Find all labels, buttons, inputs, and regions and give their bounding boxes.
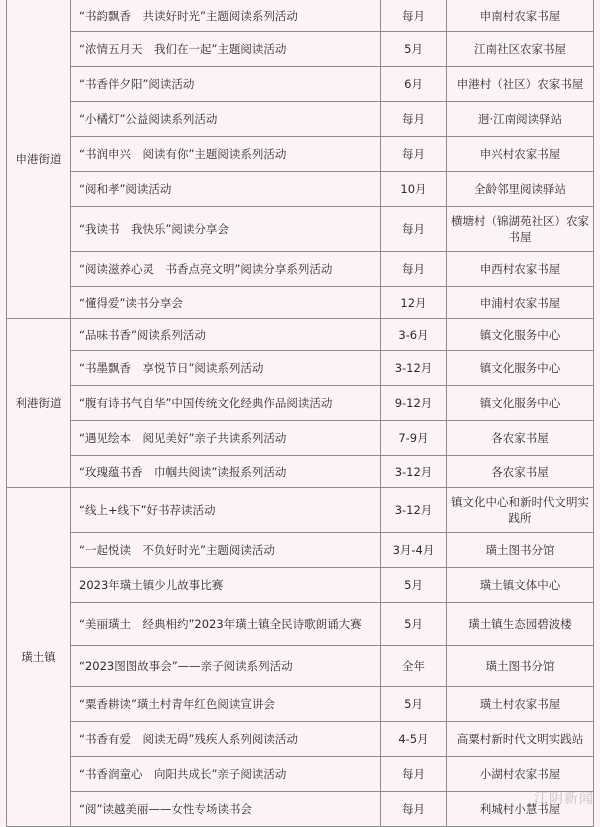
activity-time: 5月 bbox=[381, 568, 447, 603]
table-row bbox=[7, 456, 594, 488]
activity-time: 每月 bbox=[381, 207, 447, 252]
activity-time: 12月 bbox=[381, 287, 447, 319]
table-row bbox=[7, 102, 594, 137]
activity-name: “2023图图故事会”——亲子阅读系列活动 bbox=[71, 646, 381, 687]
activity-name: “线上+线下”好书荐读活动 bbox=[71, 488, 381, 533]
activity-time: 3月-4月 bbox=[381, 533, 447, 568]
table-row bbox=[7, 792, 594, 827]
activity-place: 璜土镇生态园碧波楼 bbox=[447, 603, 594, 646]
table-row bbox=[7, 0, 594, 32]
activity-time: 5月 bbox=[381, 603, 447, 646]
activity-place: 申西村农家书屋 bbox=[447, 252, 594, 287]
activity-name: “一起悦读 不负好时光”主题阅读活动 bbox=[71, 533, 381, 568]
activity-time: 每月 bbox=[381, 792, 447, 827]
activity-place: 璜土镇文体中心 bbox=[447, 568, 594, 603]
table-row bbox=[7, 207, 594, 252]
activity-time: 6月 bbox=[381, 67, 447, 102]
watermark: 江阴新闻 bbox=[534, 791, 594, 807]
activity-time: 每月 bbox=[381, 137, 447, 172]
activity-name: “书墨飘香 享悦节日”阅读系列活动 bbox=[71, 351, 381, 386]
activity-place: 镇文化服务中心 bbox=[447, 319, 594, 351]
activity-time: 3-12月 bbox=[381, 488, 447, 533]
activity-time: 3-12月 bbox=[381, 456, 447, 488]
table-row bbox=[7, 319, 594, 351]
region-cell: 璜土镇 bbox=[7, 488, 71, 827]
activity-time: 每月 bbox=[381, 102, 447, 137]
activity-name: 2023年璜土镇少儿故事比赛 bbox=[71, 568, 381, 603]
activity-name: “阅和孝”阅读活动 bbox=[71, 172, 381, 207]
table-row bbox=[7, 421, 594, 456]
activity-time: 5月 bbox=[381, 32, 447, 67]
activity-place: 高粟村新时代文明实践站 bbox=[447, 722, 594, 757]
activity-time: 10月 bbox=[381, 172, 447, 207]
activity-name: “美丽璜土 经典相约”2023年璜土镇全民诗歌朗诵大赛 bbox=[71, 603, 381, 646]
activity-place: 申港村（社区）农家书屋 bbox=[447, 67, 594, 102]
activity-time: 3-12月 bbox=[381, 351, 447, 386]
activity-name: “书香伴夕阳”阅读活动 bbox=[71, 67, 381, 102]
activity-name: “品味书香”阅读系列活动 bbox=[71, 319, 381, 351]
table-row bbox=[7, 172, 594, 207]
table-row bbox=[7, 603, 594, 646]
activity-table bbox=[6, 0, 594, 827]
activity-place: 申浦村农家书屋 bbox=[447, 287, 594, 319]
region-cell: 利港街道 bbox=[7, 319, 71, 488]
activity-name: “浓情五月天 我们在一起”主题阅读活动 bbox=[71, 32, 381, 67]
table-row bbox=[7, 252, 594, 287]
table-row bbox=[7, 533, 594, 568]
table-row bbox=[7, 67, 594, 102]
activity-name: “懂得爱”读书分享会 bbox=[71, 287, 381, 319]
activity-name: “书香润童心 向阳共成长”亲子阅读活动 bbox=[71, 757, 381, 792]
activity-place: 各农家书屋 bbox=[447, 421, 594, 456]
activity-name: “书润申兴 阅读有你”主题阅读系列活动 bbox=[71, 137, 381, 172]
activity-place: 镇文化服务中心 bbox=[447, 351, 594, 386]
table-row bbox=[7, 287, 594, 319]
activity-name: “我读书 我快乐”阅读分享会 bbox=[71, 207, 381, 252]
table-row bbox=[7, 757, 594, 792]
table-row bbox=[7, 488, 594, 533]
activity-name: “阅读滋养心灵 书香点亮文明”阅读分享系列活动 bbox=[71, 252, 381, 287]
activity-name: “玫瑰蕴书香 巾帼共阅读”读报系列活动 bbox=[71, 456, 381, 488]
activity-name: “书韵飘香 共读好时光”主题阅读系列活动 bbox=[71, 0, 381, 32]
activity-place: 申南村农家书屋 bbox=[447, 0, 594, 32]
activity-time: 3-6月 bbox=[381, 319, 447, 351]
table-row bbox=[7, 351, 594, 386]
activity-place: 迥·江南阅读驿站 bbox=[447, 102, 594, 137]
activity-place: 璜土图书分馆 bbox=[447, 646, 594, 687]
activity-time: 每月 bbox=[381, 0, 447, 32]
region-cell: 申港街道 bbox=[7, 0, 71, 319]
activity-place: 璜土图书分馆 bbox=[447, 533, 594, 568]
activity-name: “遇见绘本 阅见美好”亲子共读系列活动 bbox=[71, 421, 381, 456]
activity-name: “腹有诗书气自华”中国传统文化经典作品阅读活动 bbox=[71, 386, 381, 421]
activity-time: 每月 bbox=[381, 252, 447, 287]
activity-time: 7-9月 bbox=[381, 421, 447, 456]
activity-place: 各农家书屋 bbox=[447, 456, 594, 488]
activity-place: 璜土村农家书屋 bbox=[447, 687, 594, 722]
activity-time: 9-12月 bbox=[381, 386, 447, 421]
table-row bbox=[7, 568, 594, 603]
table-row bbox=[7, 687, 594, 722]
activity-name: “书香有爱 阅读无碍”残疾人系列阅读活动 bbox=[71, 722, 381, 757]
activity-time: 4-5月 bbox=[381, 722, 447, 757]
table-row bbox=[7, 137, 594, 172]
activity-place: 申兴村农家书屋 bbox=[447, 137, 594, 172]
activity-place: 镇文化服务中心 bbox=[447, 386, 594, 421]
activity-place: 全龄邻里阅读驿站 bbox=[447, 172, 594, 207]
table-row bbox=[7, 32, 594, 67]
activity-place: 小湖村农家书屋 bbox=[447, 757, 594, 792]
activity-name: “小橘灯”公益阅读系列活动 bbox=[71, 102, 381, 137]
table-row bbox=[7, 386, 594, 421]
activity-place: 横塘村（锦湖苑社区）农家书屋 bbox=[447, 207, 594, 252]
activity-name: “粟香耕读”璜土村青年红色阅读宣讲会 bbox=[71, 687, 381, 722]
activity-name: “阅”读越美丽——女性专场读书会 bbox=[71, 792, 381, 827]
activity-place: 利城村小慧书屋 bbox=[447, 792, 594, 827]
table-row bbox=[7, 722, 594, 757]
activity-time: 5月 bbox=[381, 687, 447, 722]
activity-time: 每月 bbox=[381, 757, 447, 792]
activity-time: 全年 bbox=[381, 646, 447, 687]
activity-place: 镇文化中心和新时代文明实践所 bbox=[447, 488, 594, 533]
activity-place: 江南社区农家书屋 bbox=[447, 32, 594, 67]
table-row bbox=[7, 646, 594, 687]
